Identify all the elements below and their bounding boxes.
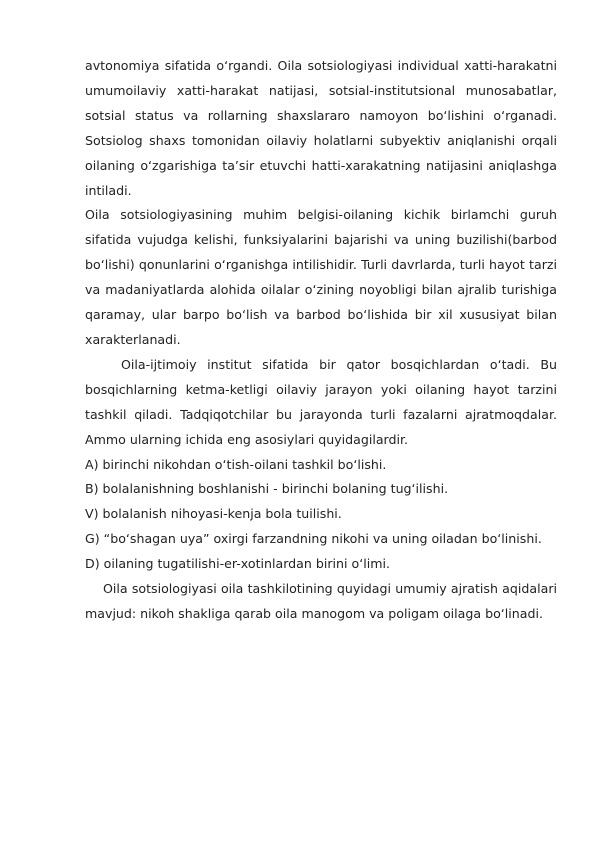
paragraph-3: Oila-ijtimoiy institut sifatida bir qator bosqichlardan o‘tadi. Bu bosqichlarning ketma-ketligi oilaviy jarayon yoki oilaning hayot tarzini tashkil qiladi. Tadqiqotchilar bu jarayonda turli fazalarni ajratmoqdalar. Ammo ularning ichida eng asosiylari quyidagilardir. xyxy=(85,356,557,447)
document-page xyxy=(85,54,557,627)
paragraph-1: avtonomiya sifatida o‘rgandi. Oila sotsiologiyasi individual xatti-harakatni umumoilaviy xatti-harakat natijasi, sotsial-institutsional munosabatlar, sotsial status va rollarning shaxslararo namoyon bo‘lishini o‘rganadi. Sotsiolog shaxs tomonidan oilaviy holatlarni subyektiv aniqlanishi orqali oilaning o‘zgarishiga ta’sir etuvchi hatti-xarakatning natijasini aniqlashga intiladi. xyxy=(85,58,557,198)
list-item-a: A) birinchi nikohdan o‘tish-oilani tashkil bo‘lishi. xyxy=(85,456,387,472)
list-item-b: B) bolalanishning boshlanishi - birinchi bolaning tug‘ilishi. xyxy=(85,481,449,497)
list-item-g: G) “bo‘shagan uya” oxirgi farzandning nikohi va uning oiladan bo‘linishi. xyxy=(85,531,542,547)
list-item-v: V) bolalanish nihoyasi-kenja bola tuilishi. xyxy=(85,506,342,522)
paragraph-2: Oila sotsiologiyasining muhim belgisi-oilaning kichik birlamchi guruh sifatida vujudga kelishi, funksiyalarini bajarishi va uning buzilishi(barbod bo‘lishi) qonunlarini o‘rganishga intilishidir. Turli davrlarda, turli hayot tarzi va madaniyatlarda alohida oilalar o‘zining noyobligi bilan ajralib turishiga qaramay, ular barpo bo‘lish va barbod bo‘lishida bir xil xususiyat bilan xarakterlanadi. xyxy=(85,207,557,347)
list-item-d: D) oilaning tugatilishi-er-xotinlardan birini o‘limi. xyxy=(85,556,390,572)
closing-paragraph: Oila sotsiologiyasi oila tashkilotining quyidagi umumiy ajratish aqidalari mavjud: nikoh shakliga qarab oila manogom va poligam oilaga bo‘linadi. xyxy=(85,581,557,621)
